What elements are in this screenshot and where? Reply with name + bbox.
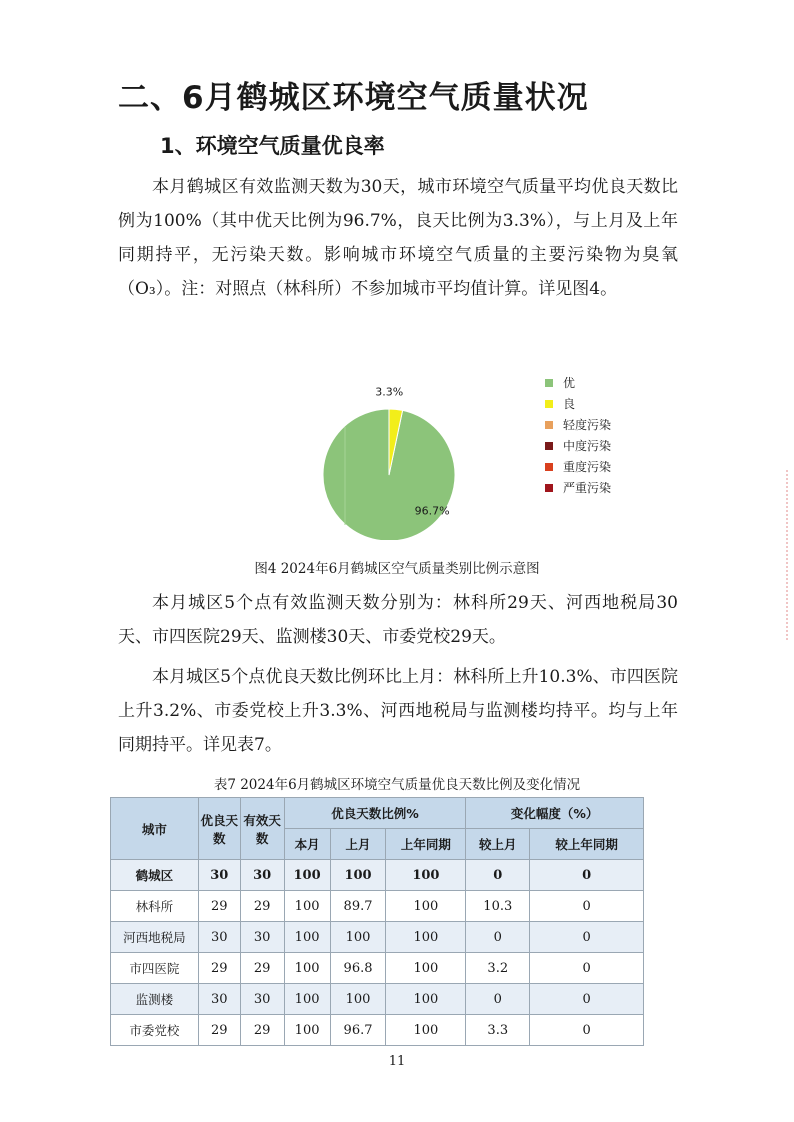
section-heading: 二、6月鹤城区环境空气质量状况 — [118, 80, 589, 116]
legend-item — [545, 477, 611, 498]
cell-valid-days: 29 — [240, 891, 284, 922]
cell-city: 鹤城区 — [111, 860, 199, 891]
cell-last-year: 100 — [386, 860, 466, 891]
cell-last-year: 100 — [386, 891, 466, 922]
header-valid-days: 有效天数 — [240, 798, 284, 860]
cell-valid-days: 30 — [240, 860, 284, 891]
cell-last-month: 89.7 — [330, 891, 386, 922]
cell-vs-last-year: 0 — [530, 922, 644, 953]
header-ratio-group: 优良天数比例% — [284, 798, 466, 829]
cell-city: 监测楼 — [111, 984, 199, 1015]
legend-label: 重度污染 — [563, 460, 612, 474]
header-good-days: 优良天数 — [198, 798, 240, 860]
cell-this-month: 100 — [284, 860, 330, 891]
legend-swatch — [545, 484, 553, 492]
legend-label: 中度污染 — [563, 439, 612, 453]
cell-last-year: 100 — [386, 984, 466, 1015]
cell-good-days: 29 — [198, 953, 240, 984]
page-number: 11 — [388, 1054, 406, 1069]
cell-last-month: 96.8 — [330, 953, 386, 984]
cell-good-days: 29 — [198, 1015, 240, 1046]
cell-city: 河西地税局 — [111, 922, 199, 953]
header-this-month: 本月 — [284, 829, 330, 860]
cell-last-year: 100 — [386, 953, 466, 984]
cell-last-year: 100 — [386, 1015, 466, 1046]
table-row — [111, 953, 644, 984]
paragraph-ratio-change: 本月城区5个点优良天数比例环比上月：林科所上升10.3%、市四医院上升3.2%、市委党校上升3.3%、河西地税局与监测楼均持平。均与上年同期持平。详见表7。 — [118, 667, 678, 755]
scan-edge-mark — [776, 470, 788, 640]
cell-good-days: 29 — [198, 891, 240, 922]
legend-swatch — [545, 379, 553, 387]
cell-vs-last-month: 0 — [466, 860, 530, 891]
legend-label: 优 — [563, 376, 576, 390]
cell-valid-days: 29 — [240, 953, 284, 984]
header-last-month: 上月 — [330, 829, 386, 860]
cell-last-month: 100 — [330, 984, 386, 1015]
legend-swatch — [545, 463, 553, 471]
cell-this-month: 100 — [284, 1015, 330, 1046]
cell-vs-last-month: 0 — [466, 922, 530, 953]
cell-this-month: 100 — [284, 953, 330, 984]
cell-last-year: 100 — [386, 922, 466, 953]
legend-swatch — [545, 400, 553, 408]
pie-data-label: 96.7% — [414, 504, 450, 518]
table-row — [111, 984, 644, 1015]
table-caption: 表7 2024年6月鹤城区环境空气质量优良天数比例及变化情况 — [213, 777, 581, 793]
pie-data-label: 3.3% — [375, 385, 404, 399]
cell-vs-last-year: 0 — [530, 860, 644, 891]
legend-item — [545, 393, 611, 414]
legend-item — [545, 456, 611, 477]
cell-last-month: 100 — [330, 922, 386, 953]
cell-this-month: 100 — [284, 922, 330, 953]
header-city: 城市 — [111, 798, 199, 860]
pie-chart — [300, 360, 660, 540]
figure-caption: 图4 2024年6月鹤城区空气质量类别比例示意图 — [254, 561, 540, 577]
legend-item — [545, 372, 611, 393]
legend-item — [545, 414, 611, 435]
cell-vs-last-month: 3.2 — [466, 953, 530, 984]
header-vs-last-year: 较上年同期 — [530, 829, 644, 860]
pie-chart-svg — [300, 360, 540, 540]
cell-good-days: 30 — [198, 984, 240, 1015]
cell-vs-last-year: 0 — [530, 953, 644, 984]
cell-last-month: 100 — [330, 860, 386, 891]
cell-this-month: 100 — [284, 891, 330, 922]
cell-valid-days: 30 — [240, 922, 284, 953]
header-last-year: 上年同期 — [386, 829, 466, 860]
legend-label: 严重污染 — [563, 481, 612, 495]
table-row — [111, 922, 644, 953]
legend-swatch — [545, 442, 553, 450]
air-quality-table — [110, 797, 644, 1046]
cell-city: 市委党校 — [111, 1015, 199, 1046]
legend-label: 良 — [563, 397, 576, 411]
legend-swatch — [545, 421, 553, 429]
cell-vs-last-month: 3.3 — [466, 1015, 530, 1046]
cell-vs-last-year: 0 — [530, 1015, 644, 1046]
header-vs-last-month: 较上月 — [466, 829, 530, 860]
cell-valid-days: 30 — [240, 984, 284, 1015]
paragraph-valid-days: 本月城区5个点有效监测天数分别为：林科所29天、河西地税局30天、市四医院29天、监测楼30天、市委党校29天。 — [118, 593, 678, 647]
cell-city: 林科所 — [111, 891, 199, 922]
cell-city: 市四医院 — [111, 953, 199, 984]
cell-vs-last-month: 10.3 — [466, 891, 530, 922]
cell-good-days: 30 — [198, 860, 240, 891]
subsection-heading: 1、环境空气质量优良率 — [160, 134, 385, 158]
table-row — [111, 1015, 644, 1046]
cell-good-days: 30 — [198, 922, 240, 953]
chart-legend — [545, 372, 611, 498]
cell-vs-last-year: 0 — [530, 984, 644, 1015]
legend-label: 轻度污染 — [563, 418, 612, 432]
cell-last-month: 96.7 — [330, 1015, 386, 1046]
legend-item — [545, 435, 611, 456]
cell-vs-last-month: 0 — [466, 984, 530, 1015]
cell-vs-last-year: 0 — [530, 891, 644, 922]
cell-valid-days: 29 — [240, 1015, 284, 1046]
table-row — [111, 891, 644, 922]
table-row — [111, 860, 644, 891]
header-change-group: 变化幅度（%） — [466, 798, 644, 829]
cell-this-month: 100 — [284, 984, 330, 1015]
paragraph-air-quality-summary: 本月鹤城区有效监测天数为30天，城市环境空气质量平均优良天数比例为100%（其中优天比例为96.7%，良天比例为3.3%），与上月及上年同期持平，无污染天数。影响城市环境空气质量的主要污染物为臭氧（O₃）。注：对照点（林科所）不参加城市平均值计算。详见图4。 — [118, 177, 678, 299]
